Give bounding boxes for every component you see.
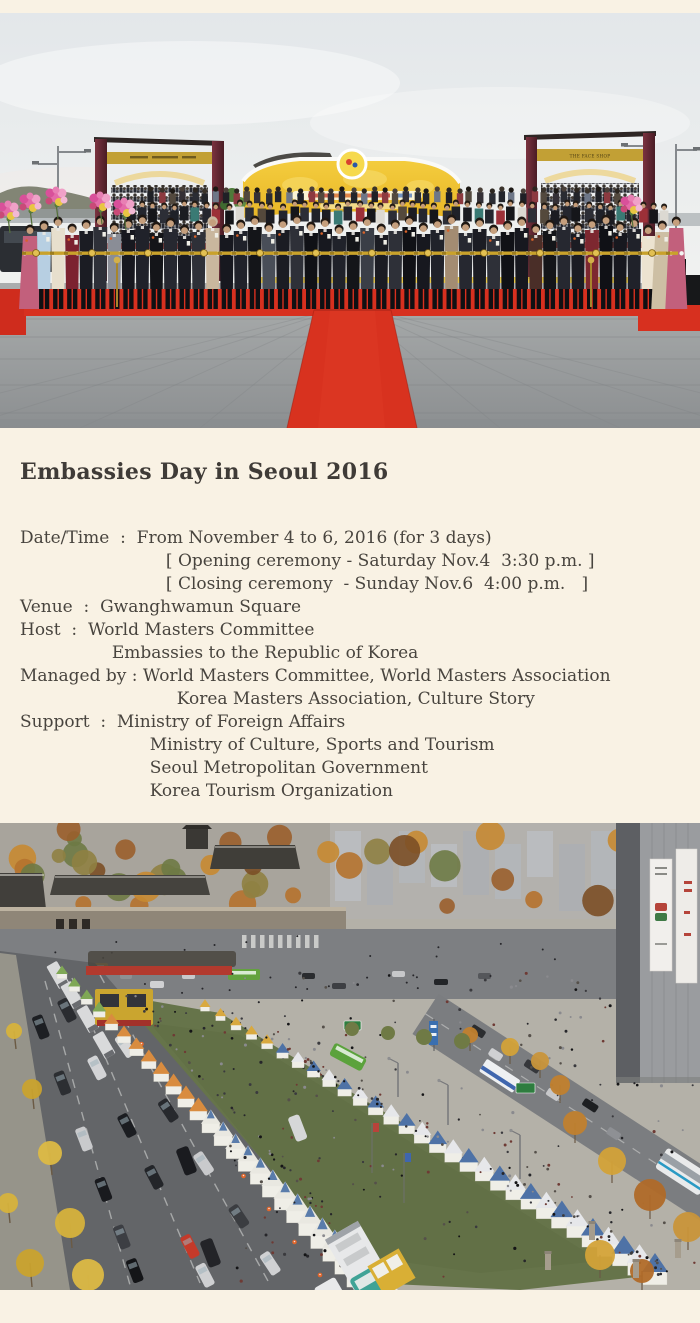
ceremony-photo — [0, 13, 700, 428]
building-banner-right — [676, 849, 697, 983]
detail-line-support2: Ministry of Culture, Sports and Tourism — [20, 735, 495, 755]
detail-line-opening: [ Opening ceremony - Saturday Nov.4 3:30 p.m. ] — [20, 551, 595, 571]
screen-banner-label: THE FACE SHOP — [569, 153, 611, 159]
detail-line-managed2: Korea Masters Association, Culture Story — [20, 689, 535, 709]
detail-line-host: Host : World Masters Committee — [20, 620, 315, 640]
stage-emblem — [338, 150, 366, 178]
aerial-photo-graphic — [0, 823, 700, 1290]
detail-line-venue: Venue : Gwanghwamun Square — [20, 597, 302, 617]
road-sign-green-2 — [516, 1083, 535, 1093]
detail-line-closing: [ Closing ceremony - Sunday Nov.6 4:00 p.m. ] — [20, 574, 589, 594]
detail-line-support4: Korea Tourism Organization — [20, 781, 393, 801]
detail-line-managed: Managed by : World Masters Committee, World Masters Association — [20, 666, 611, 686]
detail-line-host2: Embassies to the Republic of Korea — [20, 643, 419, 663]
ceremony-photo-graphic — [0, 13, 700, 428]
right-building — [616, 823, 700, 1083]
building-banner-left — [650, 859, 672, 971]
page-title: Embassies Day in Seoul 2016 — [20, 459, 389, 485]
detail-line-support: Support : Ministry of Foreign Affairs — [20, 712, 346, 732]
detail-line-support3: Seoul Metropolitan Government — [20, 758, 428, 778]
aerial-photo — [0, 823, 700, 1290]
detail-line-datetime: Date/Time : From November 4 to 6, 2016 (for 3 days) — [20, 528, 492, 548]
event-details — [20, 527, 611, 803]
